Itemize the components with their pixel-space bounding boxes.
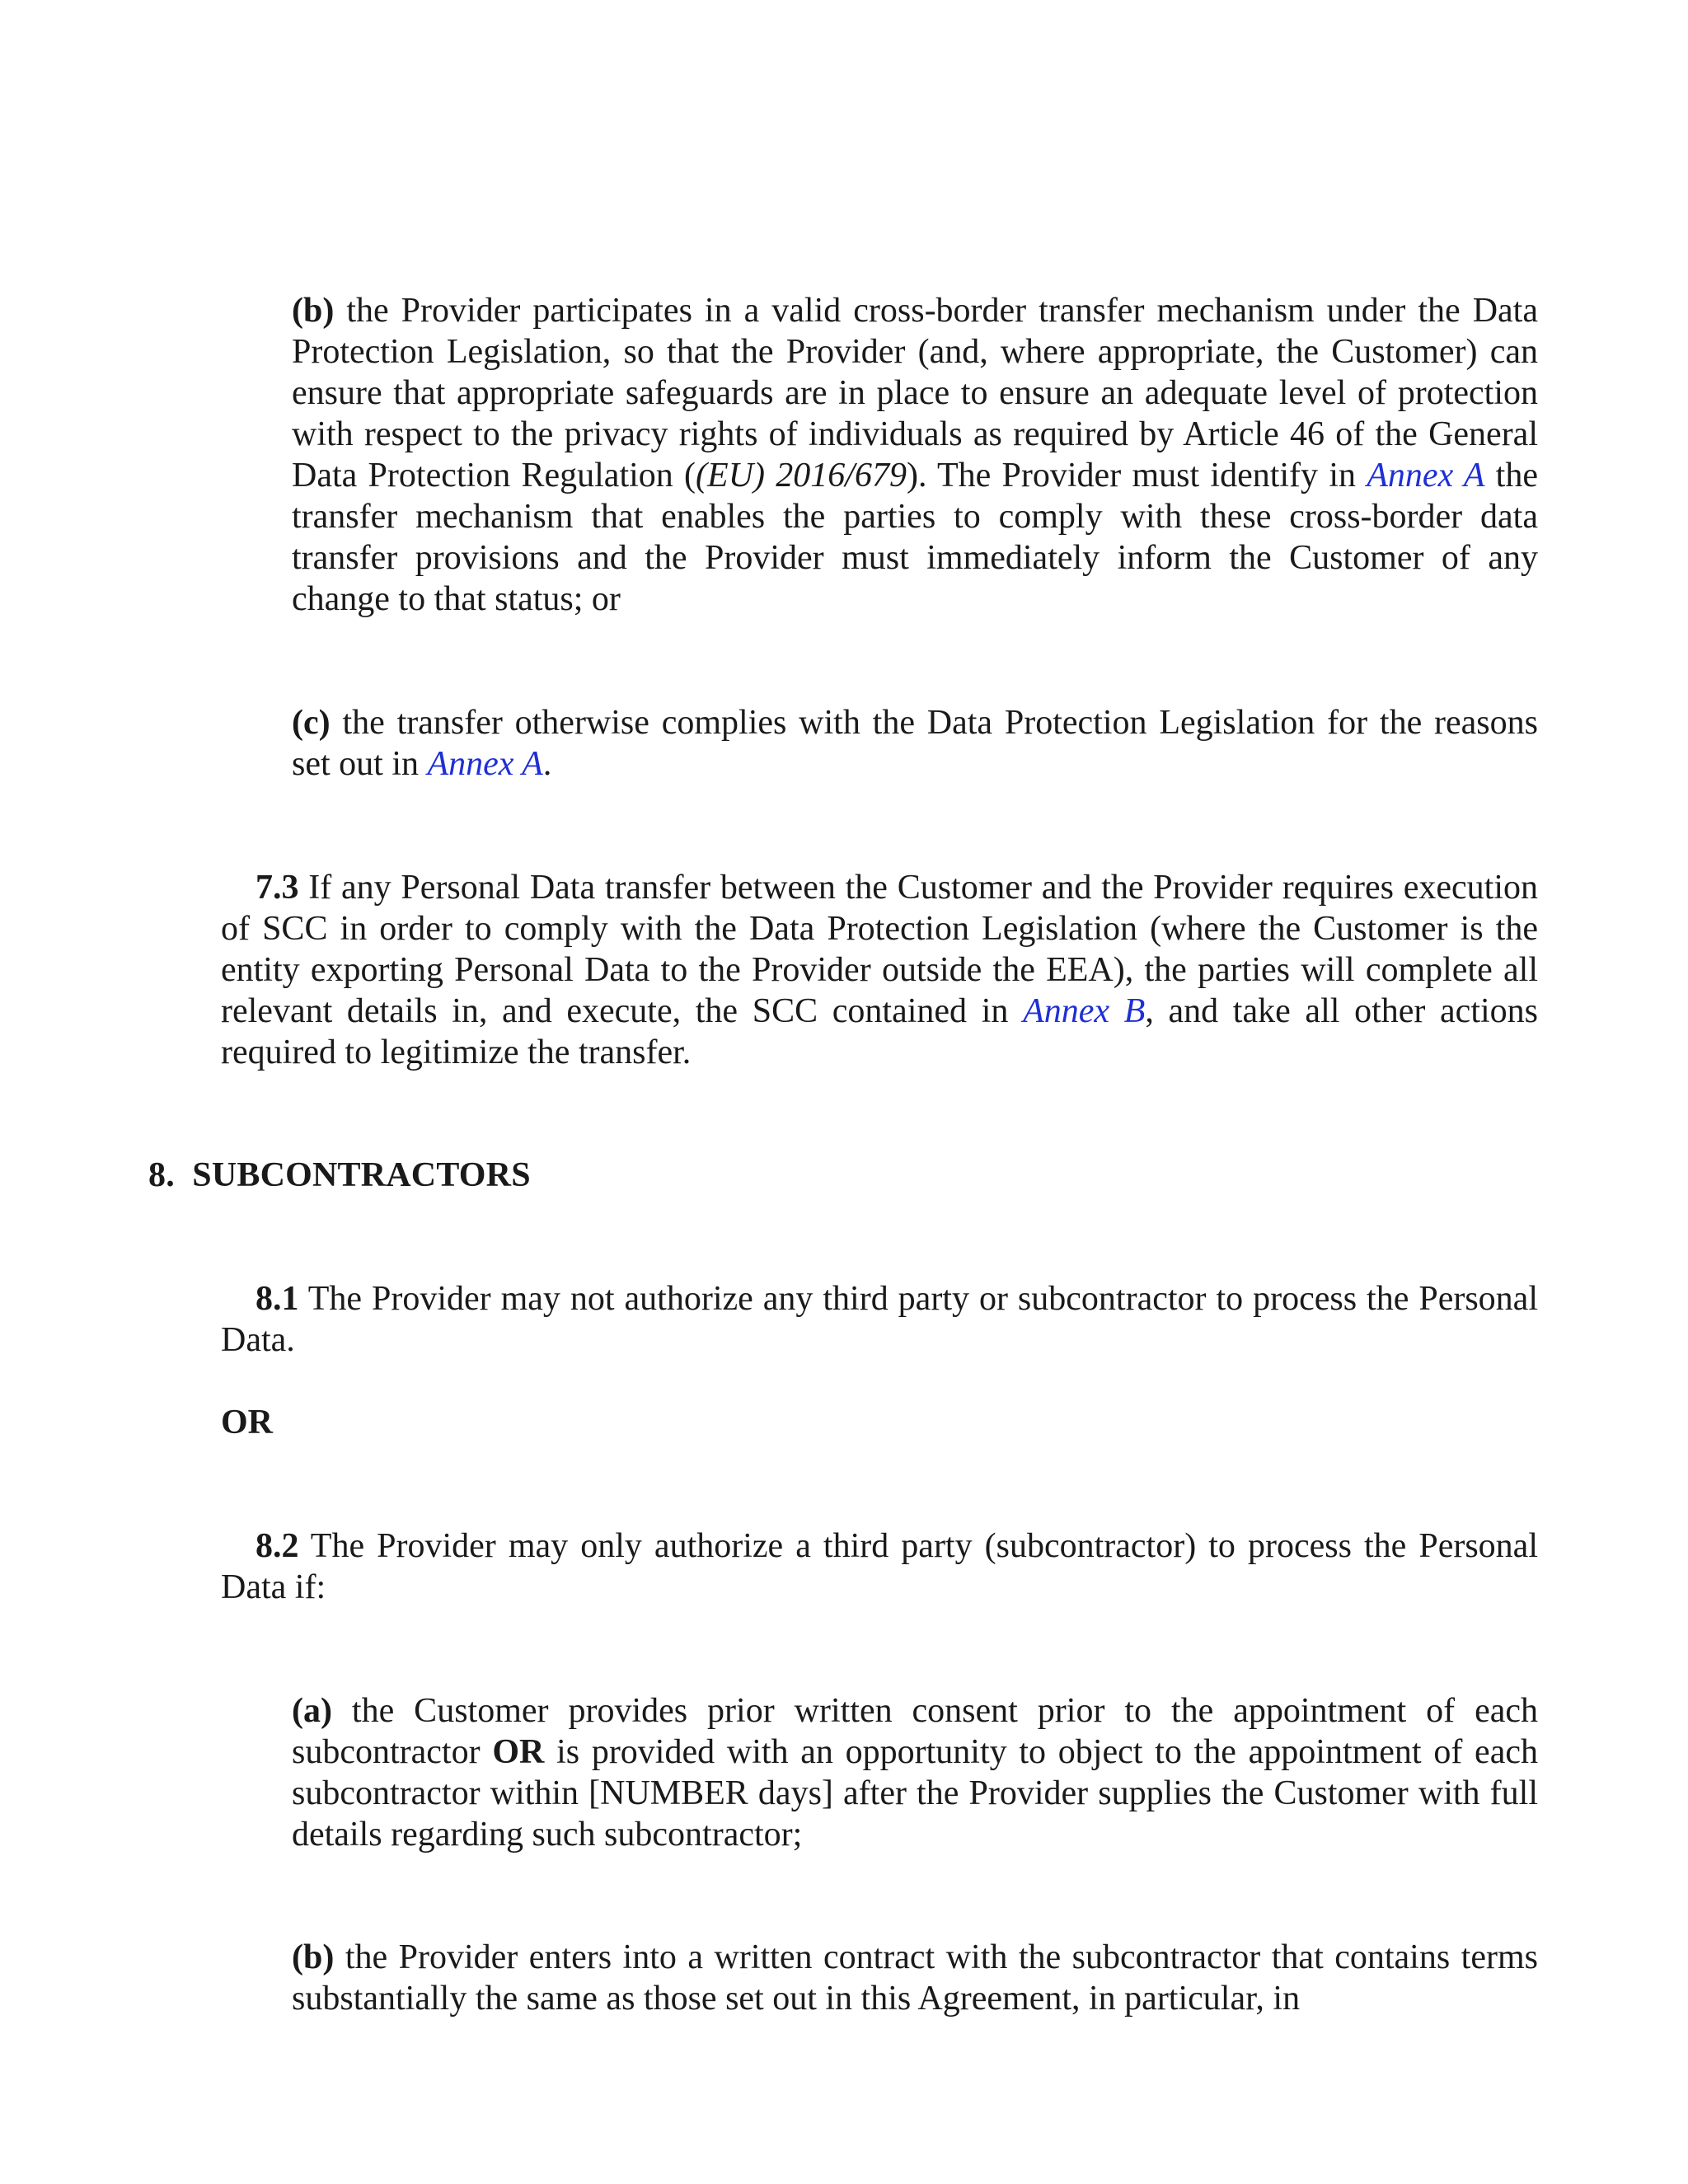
clause-number: 8.1	[256, 1280, 299, 1318]
clause-text: If any Personal Data transfer between the Customer and the Provider requires execution of SCC in order to comply with the Data Protection Legislation (where the Customer is the entity exporting Personal Data to the Provider outside the EEA), the parties will complete all relevant details in, and execute, the SCC contained in	[221, 869, 1538, 1030]
subclause-text: the Provider enters into a written contract with the subcontractor that contains terms substantially the same as those set out in this Agreement, in particular, in	[292, 1938, 1538, 2018]
subclause-a-consent	[292, 1690, 1538, 1855]
regulation-citation: (EU) 2016/679	[696, 457, 907, 494]
clause-8-1	[221, 1278, 1538, 1361]
subclause-marker: (b)	[292, 1938, 335, 1976]
subclause-text: ). The Provider must identify in	[906, 457, 1367, 494]
subclause-text: the Provider participates in a valid cross-border transfer mechanism under the Data Protection Legislation, so that the Provider (and, where appropriate, the Customer) can ensure that appropriate safeguards are in place to ensure an adequate level of protection with respect to the privacy rights of individuals as required by Article 46 of the General Data Protection Regulation (	[292, 292, 1538, 494]
clause-8-2	[221, 1526, 1538, 1608]
clause-text: The Provider may not authorize any third party or subcontractor to process the Personal Data.	[221, 1280, 1538, 1359]
clause-text: , and take all other actions required to legitimize the transfer.	[221, 992, 1538, 1071]
subclause-b-transfer-mechanism	[292, 290, 1538, 620]
subclause-text: the transfer otherwise complies with the Data Protection Legislation for the reasons set out in	[292, 704, 1538, 783]
clause-7-3	[221, 867, 1538, 1073]
subclause-c-transfer-compliance	[292, 702, 1538, 785]
annex-b-link[interactable]: Annex B	[1023, 992, 1146, 1030]
annex-a-link[interactable]: Annex A	[427, 745, 543, 783]
subclause-b-written-contract	[292, 1937, 1538, 2019]
clause-number: 8.2	[256, 1527, 299, 1565]
subclause-text: .	[542, 745, 552, 783]
subclause-text: the Customer provides prior written consent prior to the appointment of each subcontractor	[292, 1692, 1538, 1771]
subclause-text: the transfer mechanism that enables the parties to comply with these cross-border data transfer provisions and the Provider must immediately inform the Customer of any change to that status; or	[292, 457, 1538, 618]
subclause-marker: (b)	[292, 292, 335, 330]
annex-a-link[interactable]: Annex A	[1367, 457, 1485, 494]
subclause-text: is provided with an opportunity to object to the appointment of each subcontractor within [NUMBER days] after the Provider supplies the Customer with full details regarding such subcontractor;	[292, 1733, 1538, 1854]
section-heading-subcontractors: 8. SUBCONTRACTORS	[148, 1156, 531, 1194]
clause-number: 7.3	[256, 869, 299, 907]
subclause-marker: (c)	[292, 704, 331, 742]
or-emphasis: OR	[492, 1733, 545, 1771]
clause-text: The Provider may only authorize a third party (subcontractor) to process the Personal Data if:	[221, 1527, 1538, 1606]
subclause-marker: (a)	[292, 1692, 332, 1730]
or-separator: OR	[221, 1404, 273, 1441]
